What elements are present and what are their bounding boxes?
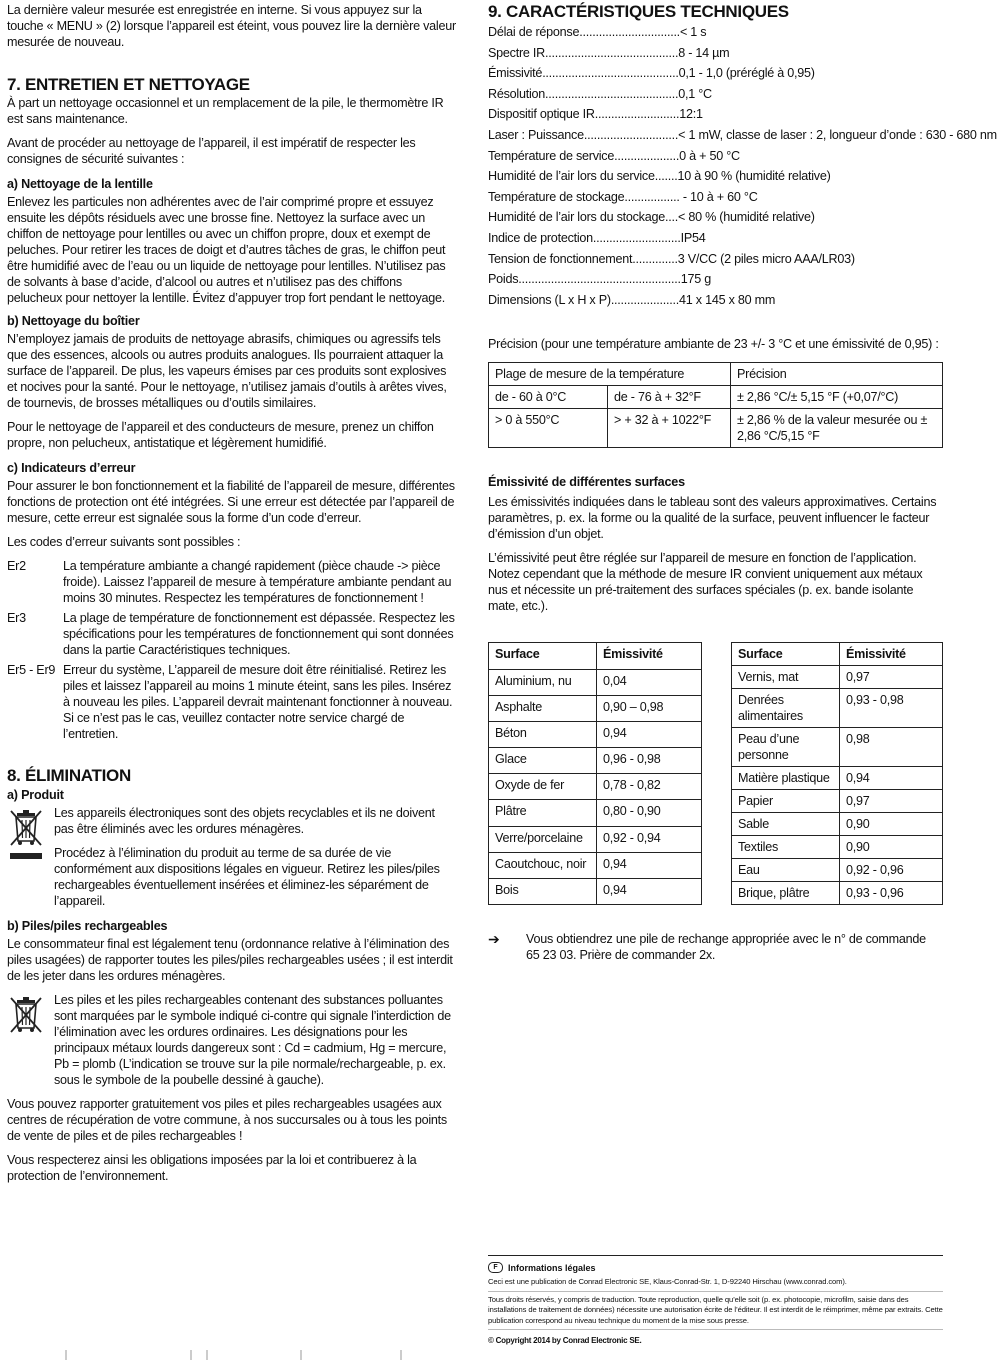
surface-emissivity: 0,94 [840,767,943,790]
surface-row [732,859,943,882]
surface-header-row [489,643,702,669]
spec-row [488,22,943,43]
emissivity-header: Émissivité [840,643,943,666]
spec-row [488,166,943,187]
surface-name: Bois [489,879,597,905]
precision-row [489,409,943,448]
spec-row [488,63,943,84]
range-celsius: > 0 à 550°C [489,409,608,448]
surface-name: Sable [732,813,840,836]
surface-name: Plâtre [489,800,597,826]
surface-row [489,695,702,721]
surface-emissivity: 0,98 [840,728,943,767]
surface-emissivity: 0,93 - 0,96 [840,882,943,905]
spec-value: 0,1 °C [678,86,712,101]
accuracy-value: ± 2,86 °C/± 5,15 °F (+0,07/°C) [731,386,943,409]
surface-name: Vernis, mat [732,666,840,689]
surface-emissivity: 0,92 - 0,94 [597,826,702,852]
spec-value: 41 x 145 x 80 mm [679,292,776,307]
surface-name: Matière plastique [732,767,840,790]
error-row [7,558,457,610]
surface-row [732,666,943,689]
lens-cleaning-title: a) Nettoyage de la lentille [7,177,153,191]
error-codes-table [7,558,457,746]
error-row [7,662,457,746]
surface-name: Textiles [732,836,840,859]
surface-emissivity: 0,94 [597,852,702,878]
surface-emissivity: 0,97 [840,790,943,813]
surface-row [489,826,702,852]
surface-row [732,689,943,728]
precision-header-range: Plage de mesure de la température [489,363,731,386]
emissivity-text-2: L’émissivité peut être réglée sur l’appareil de mesure en fonction de l’application. Notez cependant que la méthode de mesure IR convient uniquement aux métaux nus et nécessite un pré-traitement des surfaces spéciales (p. ex. bande isolante mate, etc.). [488,551,923,614]
spec-leader: .......................... [594,107,680,122]
spec-leader: .......................................... [542,66,679,81]
surface-row [489,669,702,695]
surface-header-row [732,643,943,666]
legal-rights: Tous droits réservés, y compris de traduction. Toute reproduction, quelle qu’elle soit (p. ex. photocopie, microfilm, saisie dans des installations de traitement de données) nécessite une autorisation écrite de l’éditeur. Il est interdit de le réimprimer, même par extraits. Cette publication correspond au niveau technique du moment de la mise sous presse. [488,1295,943,1331]
range-fahrenheit: de - 76 à + 32°F [608,386,731,409]
spec-leader: .... [665,210,678,225]
spec-label: Laser : Puissance [488,127,584,142]
surface-row [732,836,943,859]
spec-label: Température de service [488,148,615,163]
surface-emissivity: 0,04 [597,669,702,695]
emissivity-text-1: Les émissivités indiquées dans le tableau sont des valeurs approximatives. Certains paramètres, p. ex. la forme ou la qualité de la surface, peuvent influencer le facteur d’émission d’un objet. [488,495,937,542]
legal-title-row [488,1262,943,1273]
spec-row [488,228,943,249]
spec-value: 175 g [680,272,711,287]
arrow-right-icon: ➔ [488,931,500,948]
spec-label: Dispositif optique IR [488,107,595,122]
battery-disposal-title: b) Piles/piles rechargeables [7,919,168,933]
surface-row [489,879,702,905]
surface-row [732,882,943,905]
surface-row [489,748,702,774]
scan-artifact [190,1350,192,1360]
battery-disposal-p4: Vous respecterez ainsi les obligations imposées par la loi et contribuerez à la protection de l’environnement. [7,1153,417,1183]
scan-artifact [400,1350,402,1360]
spec-value: IP54 [680,230,706,245]
spec-leader: ....... [654,169,678,184]
error-code: Er3 [7,611,26,625]
legal-title: Informations légales [508,1262,596,1273]
housing-cleaning-text-2: Pour le nettoyage de l’appareil et des conducteurs de mesure, prenez un chiffon propre, non pelucheux, antistatique et légèrement humidifié. [7,420,434,450]
surface-table-left [488,642,702,905]
surface-row [489,721,702,747]
spec-row [488,43,943,64]
product-disposal-p2: Procédez à l’élimination du produit au terme de sa durée de vie conformément aux dispositions légales en vigueur. Retirez les piles/piles rechargeables éventuellement insérées et éliminez-les séparément de l’appareil. [54,846,440,908]
range-celsius: de - 60 à 0°C [489,386,608,409]
spec-label: Délai de réponse [488,25,580,39]
spec-row [488,249,943,270]
battery-disposal-p2: Les piles et les piles rechargeables contenant des substances polluantes sont marquées par le symbole indiqué ci-contre qui signale l’interdiction de l’élimination avec les ordures ordinaires. Les désignations pour les principaux métaux lourds dangereux sont : Cd = cadmium, Hg = mercure, Pb = plomb (L’indication se trouve sur la pile normale/rechargeable, p. ex. sous le symbole de la poubelle dessiné à gauche). [54,993,451,1087]
s7-intro: À part un nettoyage occasionnel et un remplacement de la pile, le thermomètre IR est sans maintenance. [7,96,444,126]
precision-header-row [489,363,943,386]
order-note-text: Vous obtiendrez une pile de rechange appropriée avec le n° de commande 65 23 03. Prière de commander 2x. [526,932,926,963]
surface-name: Oxyde de fer [489,774,597,800]
spec-label: Poids [488,272,519,287]
spec-row [488,104,943,125]
accuracy-value: ± 2,86 % de la valeur mesurée ou ± 2,86 °C/5,15 °F [731,409,943,448]
spec-label: Tension de fonctionnement [488,251,633,266]
spec-label: Indice de protection [488,230,593,245]
surface-name: Eau [732,859,840,882]
emissivity-header: Émissivité [597,643,702,669]
spec-leader: ........................... [592,230,681,245]
error-code: Er5 - Er9 [7,663,56,677]
spec-value: 0 à + 50 °C [679,148,740,163]
crossed-bin-battery-icon [7,994,45,1043]
surface-emissivity: 0,92 - 0,96 [840,859,943,882]
surface-emissivity: 0,93 - 0,98 [840,689,943,728]
spec-value: 3 V/CC (2 piles micro AAA/LR03) [677,251,855,266]
spec-value: < 1 s [679,25,707,39]
surface-emissivity: 0,94 [597,879,702,905]
surface-name: Brique, plâtre [732,882,840,905]
surface-name: Asphalte [489,695,597,721]
surface-emissivity: 0,90 [840,836,943,859]
battery-disposal-p3: Vous pouvez rapporter gratuitement vos piles et piles rechargeables usagées aux centres de récupération de votre commune, à nos succursales ou à tous les points de vente de piles et de piles rechargeables ! [7,1097,447,1143]
error-description: Erreur du système, L’appareil de mesure doit être réinitialisé. Retirez les piles et laissez l’appareil au moins 1 minute éteint, sans les piles. Insérez à nouveau les piles. L’appareil devrait maintenant fonctionner à nouveau. Si ce n’est pas le cas, veuillez contacter notre service chargé de l’entretien. [63,663,453,741]
error-row [7,610,457,662]
surface-name: Béton [489,721,597,747]
housing-cleaning-title: b) Nettoyage du boîtier [7,314,140,328]
surface-row [732,813,943,836]
spec-list [488,22,997,310]
spec-row [488,269,943,290]
section-7-title: 7. ENTRETIEN ET NETTOYAGE [7,75,250,94]
surface-emissivity: 0,90 [840,813,943,836]
error-description: La température ambiante a changé rapidement (pièce chaude -> pièce froide). Laissez l’appareil de mesure à température ambiante pendant au moins 30 minutes. Respectez les températures de fonctionnement ! [63,559,452,605]
spec-leader: .............. [632,251,678,266]
surface-name: Peau d’une personne [732,728,840,767]
surface-table-right [731,642,943,905]
spec-row [488,84,943,105]
spec-leader: ..................... [610,292,680,307]
battery-disposal-block [7,992,457,1088]
right-column [488,0,997,971]
spec-label: Résolution [488,86,546,101]
spec-value: < 80 % (humidité relative) [678,210,815,225]
scan-artifact [206,1350,208,1360]
product-disposal-block [7,805,457,909]
surface-header: Surface [489,643,597,669]
spec-leader: ......................................... [545,86,679,101]
spec-value: - 10 à + 60 °C [679,189,758,204]
housing-cleaning-text: N’employez jamais de produits de nettoyage abrasifs, chimiques ou agressifs tels que des essences, alcools ou autres produits analogues. Ils pourraient attaquer la surface de l’appareil. De plus, les vapeurs émises par ces produits sont explosives et nocives pour la santé. Pour le nettoyage, n’utilisez jamais d’outils à arêtes vives, de tournevis, de brosses métalliques ou d’outils similaires. [7,332,447,410]
surface-emissivity: 0,80 - 0,90 [597,800,702,826]
section-9-title: 9. CARACTÉRISTIQUES TECHNIQUES [488,2,789,21]
spec-leader: ................. [624,189,680,204]
error-code: Er2 [7,559,26,573]
spec-row [488,146,943,167]
product-disposal-p1: Les appareils électroniques sont des objets recyclables et ils ne doivent pas être éliminés avec les ordures ménagères. [54,806,435,836]
surface-row [489,800,702,826]
spec-value: < 1 mW, classe de laser : 2, longueur d’onde : 630 - 680 nm [678,127,997,142]
surface-emissivity: 0,97 [840,666,943,689]
surface-emissivity: 0,90 – 0,98 [597,695,702,721]
surface-row [489,852,702,878]
battery-disposal-p1: Le consommateur final est légalement tenu (ordonnance relative à l’élimination des piles usagées) de rapporter toutes les piles/piles rechargeables usées ; il est interdit de les jeter dans les ordures ménagères. [7,937,453,983]
precision-header-accuracy: Précision [731,363,943,386]
legal-info [488,1255,943,1349]
crossed-bin-icon [7,807,45,868]
surface-name: Glace [489,748,597,774]
spec-label: Dimensions (L x H x P) [488,292,611,307]
surface-row [732,790,943,813]
error-description: La plage de température de fonctionnement est dépassée. Respectez les spécifications pour les températures de fonctionnement qui sont données dans la partie Caractéristiques techniques. [63,611,455,657]
spec-label: Humidité de l’air lors du service [488,169,655,184]
surface-emissivity: 0,96 - 0,98 [597,748,702,774]
intro-text: La dernière valeur mesurée est enregistrée en interne. Si vous appuyez sur la touche « MENU » (2) lorsque l’appareil est éteint, vous pouvez lire la dernière valeur mesurée de nouveau. [7,3,456,49]
surface-name: Papier [732,790,840,813]
surface-emissivity: 0,78 - 0,82 [597,774,702,800]
error-indicators-text: Pour assurer le bon fonctionnement et la fiabilité de l’appareil de mesure, différentes fonctions de protection ont été intégrées. Si une erreur est détectée par l’appareil de mesure, cette erreur est signalée sous la forme d’un code d’erreur. [7,479,455,525]
precision-row [489,386,943,409]
surface-row [732,728,943,767]
scan-artifact [300,1350,302,1360]
legal-publisher: Ceci est une publication de Conrad Electronic SE, Klaus-Conrad-Str. 1, D-92240 Hirschau (www.conrad.com). [488,1277,943,1292]
spec-leader: ............................... [579,25,680,39]
spec-value: 8 - 14 µm [678,45,730,60]
scan-artifact [65,1350,67,1360]
surface-header: Surface [732,643,840,666]
spec-leader: ......................................... [545,45,679,60]
surface-row [489,774,702,800]
spec-row [488,290,943,311]
precision-table [488,362,943,448]
spec-row [488,125,997,146]
surface-emissivity: 0,94 [597,721,702,747]
section-8-title: 8. ÉLIMINATION [7,766,131,785]
spec-value: 12:1 [679,107,703,122]
surface-name: Caoutchouc, noir [489,852,597,878]
error-indicators-title: c) Indicateurs d’erreur [7,461,136,475]
legal-copyright: © Copyright 2014 by Conrad Electronic SE. [488,1336,642,1345]
spec-label: Humidité de l’air lors du stockage [488,210,665,225]
lens-cleaning-text: Enlevez les particules non adhérentes avec de l’air comprimé propre et essuyez ensuite les dépôts résiduels avec une brosse fine. Nettoyez la surface avec un chiffon de nettoyage pour lentilles ou avec un chiffon propre, doux et exempt de peluches. Pour retirer les traces de doigt et d’autres tâches de gras, le chiffon peut être humidifié avec de l’eau ou un liquide de nettoyage pour lentilles. N’utilisez pas de solvants à base d’acide, d’alcool ou autres et n’utilisez pas des chiffons pelucheux pour nettoyer la lentille. Évitez d’appuyer trop fort pendant le nettoyage. [7,195,446,305]
precision-intro: Précision (pour une température ambiante de 23 +/- 3 °C et une émissivité de 0,95) : [488,337,939,352]
product-disposal-title: a) Produit [7,788,64,802]
spec-leader: .................................................. [518,272,681,287]
spec-label: Température de stockage [488,189,625,204]
surface-name: Aluminium, nu [489,669,597,695]
spec-value: 0,1 - 1,0 (préréglé à 0,95) [678,66,815,81]
spec-leader: .................... [614,148,680,163]
surface-row [732,767,943,790]
left-column [7,0,457,1192]
order-note [488,931,943,971]
surface-tables [488,642,943,905]
surface-name: Verre/porcelaine [489,826,597,852]
error-codes-intro: Les codes d’erreur suivants sont possibles : [7,535,241,549]
language-badge: F [488,1262,503,1273]
surface-name: Denrées alimentaires [732,689,840,728]
spec-leader: ............................. [583,127,679,142]
spec-label: Spectre IR [488,45,545,60]
range-fahrenheit: > + 32 à + 1022°F [608,409,731,448]
spec-value: 10 à 90 % (humidité relative) [677,169,831,184]
spec-row [488,187,943,208]
s7-safety: Avant de procéder au nettoyage de l’appareil, il est impératif de respecter les consignes de sécurité suivantes : [7,136,416,166]
emissivity-title: Émissivité de différentes surfaces [488,475,685,490]
spec-row [488,207,943,228]
spec-label: Émissivité [488,66,543,81]
